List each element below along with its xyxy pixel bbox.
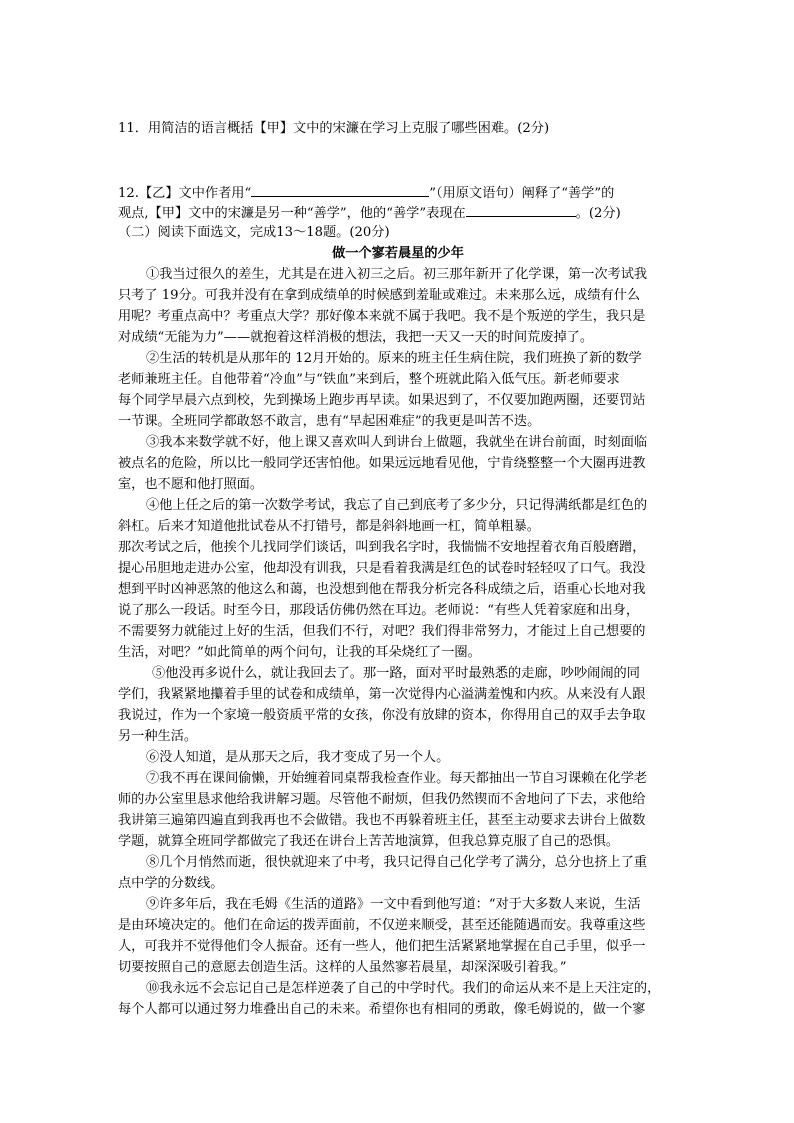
question-12-text: 观点,【甲】文中的宋濂是另一种“善学”，他的“善学”表现在 <box>118 206 466 221</box>
para-line: ⑦我不再在课间偷懒，开始缠着同桌帮我检查作业。每天都抽出一节自习课赖在化学老 <box>146 771 648 786</box>
para-line: ⑨许多年后，我在毛姆《生活的道路》一文中看到他写道：“对于大多数人来说，生活 <box>146 897 641 912</box>
answer-blank-1[interactable] <box>251 182 429 197</box>
para-line: 想到平时凶神恶煞的他这么和蔼，也没想到他在帮我分析完各科成绩之后，语重心长地对我 <box>118 582 646 597</box>
para-line: 一节课。全班同学都敢怒不敢言，患有“早起困难症”的我更是叫苦不迭。 <box>118 414 541 429</box>
para-line: ⑤他没再多说什么，就让我回去了。那一路，面对平时最熟悉的走廊，吵吵闹闹的同 <box>152 666 640 681</box>
question-12-line-2 <box>118 202 678 224</box>
para-line: 室，也不愿和他打照面。 <box>118 477 264 492</box>
para-line: 老师兼班主任。自他带着“冷血”与“铁血”来到后，整个班就此陷入低气压。新老师要求 <box>118 372 620 387</box>
question-12-prefix: 12.【乙】文中作者用“ <box>118 186 252 201</box>
question-12-line-1 <box>118 182 678 204</box>
para-line: ①我当过很久的差生，尤其是在进入初三之后。初三那年新开了化学课，第一次考试我 <box>146 267 648 282</box>
para-line: 生活，对吧？”如此简单的两个问句，让我的耳朵烧红了一圈。 <box>118 645 481 660</box>
article-title: 做一个寥若晨星的少年 <box>332 246 464 261</box>
para-line: 每个同学早晨六点到校，先到操场上跑步再早读。如果迟到了，不仅要加跑两圈，还要罚站 <box>118 393 646 408</box>
para-line: 另一种生活。 <box>118 729 198 744</box>
question-12-score: 。(2分) <box>575 206 621 221</box>
para-line: 学们，我紧紧地攥着手里的试卷和成绩单，第一次觉得内心溢满羞愧和内疚。从来没有人跟 <box>118 687 646 702</box>
section-heading: （二）阅读下面选文，完成13～18题。(20分) <box>118 225 390 240</box>
para-line: 用呢？考重点高中？考重点大学？那好像本来就不属于我吧。我不是个叛逆的学生，我只是 <box>118 309 646 324</box>
para-line: 点中学的分数线。 <box>118 876 224 891</box>
para-line: 学题，就算全班同学都做完了我还在讲台上苦苦地演算，但我总算克服了自己的恐惧。 <box>118 834 620 849</box>
para-line: 人，可我并不觉得他们令人振奋。还有一些人，他们把生活紧紧地掌握在自己手里，似乎一 <box>118 939 646 954</box>
para-line: 对成绩“无能为力”——就抱着这样消极的想法，我把一天又一天的时间荒废掉了。 <box>118 330 594 345</box>
para-line: 不需要努力就能过上好的生活，但我们不行，对吧？我们得非常努力，才能过上自己想要的 <box>118 624 646 639</box>
para-line: ③我本来数学就不好，他上课又喜欢叫人到讲台上做题，我就坐在讲台前面，时刻面临 <box>146 435 648 450</box>
question-11: 11．用简洁的语言概括【甲】文中的宋濂在学习上克服了哪些困难。(2分) <box>118 121 550 136</box>
para-line: 每个人都可以通过努力堆叠出自己的未来。希望你也有相同的勇敢，像毛姆说的，做一个寥 <box>118 1002 646 1017</box>
question-12-suffix: ”（用原文语句）阐释了“善学”的 <box>429 186 615 201</box>
para-line: ②生活的转机是从那年的 12月开始的。原来的班主任生病住院，我们班换了新的数学 <box>146 351 642 366</box>
para-line: ⑩我永远不会忘记自己是怎样逆袭了自己的中学时代。我们的命运从来不是上天注定的， <box>146 981 661 996</box>
para-line: 我讲第三遍第四遍直到我再也不会做错。我也不再躲着班主任，甚至主动要求去讲台上做数 <box>118 813 646 828</box>
para-line: ⑥没人知道，是从那天之后，我才变成了另一个人。 <box>146 750 450 765</box>
para-line: ⑧几个月悄然而逝，很快就迎来了中考，我只记得自己化学考了满分，总分也挤上了重 <box>146 855 648 870</box>
para-line: 只考了 19分。可我并没有在拿到成绩单的时候感到羞耻或难过。未来那么远，成绩有什么 <box>118 288 641 303</box>
para-line: ④他上任之后的第一次数学考试，我忘了自己到底考了多少分，只记得满纸都是红色的 <box>146 498 648 513</box>
para-line: 提心吊胆地走进办公室，他却没有训我，只是看着我满是红色的试卷时轻轻叹了口气。我没 <box>118 561 646 576</box>
answer-blank-2[interactable] <box>466 202 576 217</box>
para-line: 师的办公室里恳求他给我讲解习题。尽管他不耐烦，但我仍然锲而不舍地问了下去，求他给 <box>118 792 646 807</box>
para-line: 切要按照自己的意愿去创造生活。这样的人虽然寥若晨星，却深深吸引着我。” <box>118 960 567 975</box>
para-line: 说了那么一段话。时至今日，那段话仿佛仍然在耳边。老师说：“有些人凭着家庭和出身， <box>118 603 640 618</box>
para-line: 被点名的危险，所以比一般同学还害怕他。如果远远地看见他，宁肯绕整整一个大圈再进教 <box>118 456 646 471</box>
para-line: 斜杠。后来才知道他批试卷从不打错号，都是斜斜地画一杠，简单粗暴。 <box>118 519 540 534</box>
para-line: 我说过，作为一个家境一般资质平常的女孩，你没有放肆的资本，你得用自己的双手去争取 <box>118 708 646 723</box>
para-line: 是由环境决定的。他们在命运的拨弄面前，不仅逆来顺受，甚至还能随遇而安。我尊重这些 <box>118 918 646 933</box>
para-line: 那次考试之后，他挨个儿找同学们谈话，叫到我名字时，我惴惴不安地捏着衣角百般磨蹭， <box>118 540 646 555</box>
